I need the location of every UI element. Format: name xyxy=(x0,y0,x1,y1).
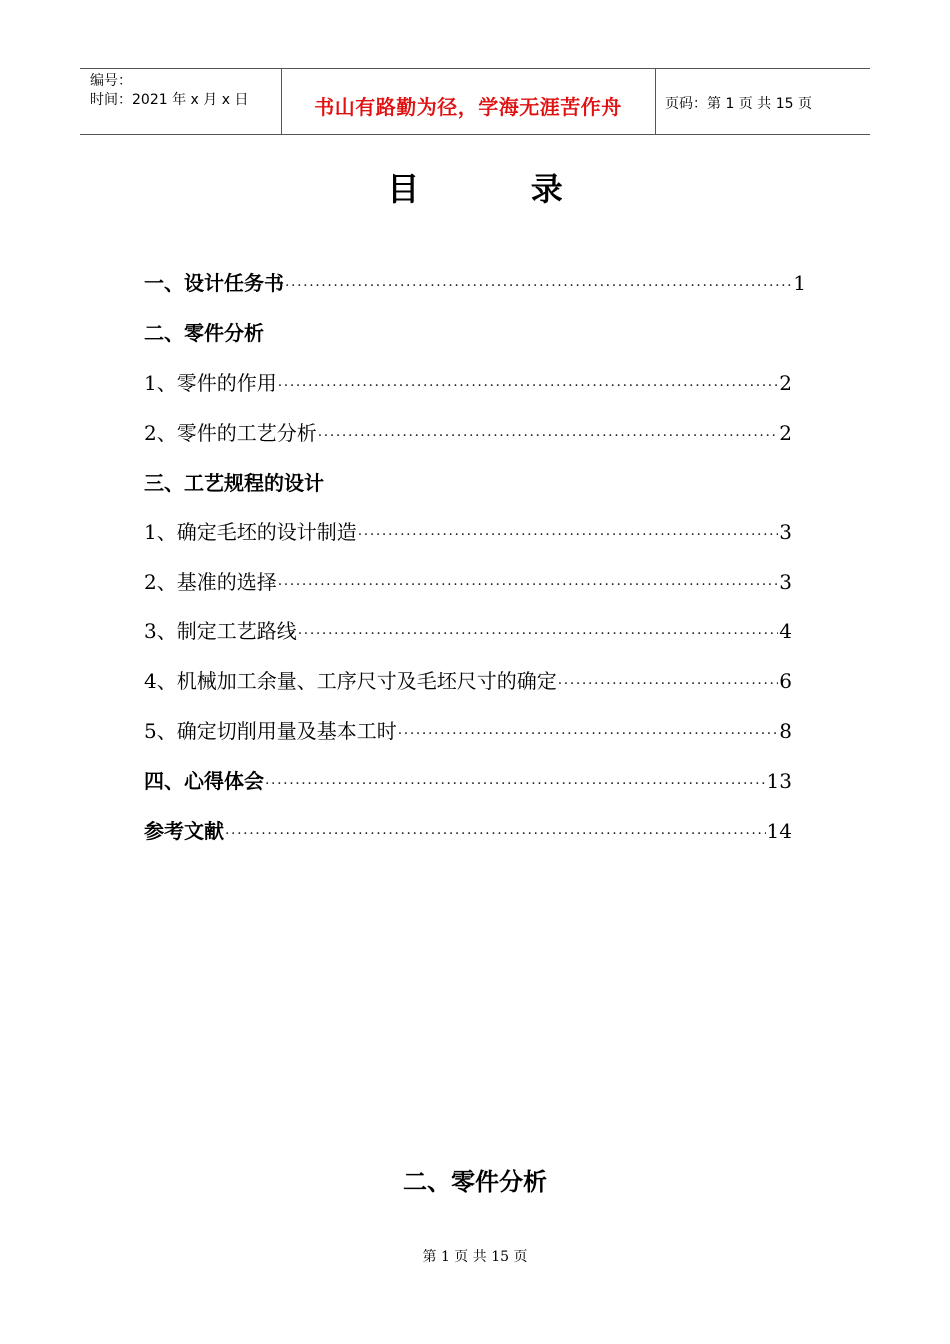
toc-entry-label: 1、确定毛坯的设计制造 xyxy=(144,520,357,544)
toc-entry-page: 3 xyxy=(779,570,792,594)
toc-entry[interactable] xyxy=(144,567,792,597)
toc-entry[interactable] xyxy=(144,816,792,846)
toc-entry-page: 13 xyxy=(766,769,792,793)
toc-entry-label: 2、零件的工艺分析 xyxy=(144,421,317,445)
dot-leader xyxy=(225,819,766,849)
number-label: 编号： xyxy=(90,73,132,89)
toc-section-heading[interactable] xyxy=(144,468,806,498)
section-heading: 二、零件分析 xyxy=(403,1168,547,1196)
dot-leader xyxy=(558,669,779,699)
toc-entry-label: 5、确定切削用量及基本工时 xyxy=(144,719,397,743)
header-meta-cell xyxy=(80,69,282,134)
toc-entry-label: 三、工艺规程的设计 xyxy=(144,471,324,495)
toc-entry-label: 一、设计任务书 xyxy=(144,271,284,295)
toc-entry[interactable] xyxy=(144,268,806,298)
toc-entry-label: 2、基准的选择 xyxy=(144,570,277,594)
toc-entry-page: 14 xyxy=(766,819,792,843)
toc-entry-label: 四、心得体会 xyxy=(144,769,264,793)
toc-entry[interactable] xyxy=(144,616,792,646)
dot-leader xyxy=(298,619,779,649)
toc-entry[interactable] xyxy=(144,766,792,796)
toc-entry-label: 参考文献 xyxy=(144,819,224,843)
toc-entry-label: 3、制定工艺路线 xyxy=(144,619,297,643)
dot-leader xyxy=(265,769,766,799)
toc-entry-label: 1、零件的作用 xyxy=(144,371,277,395)
dot-leader xyxy=(358,520,779,550)
toc-entry[interactable] xyxy=(144,666,792,696)
motto-text: 书山有路勤为径，学海无涯苦作舟 xyxy=(314,95,622,119)
header-motto-cell xyxy=(281,69,656,134)
toc-title: 目 录 xyxy=(387,170,563,208)
toc-entry[interactable] xyxy=(144,368,792,398)
toc-entry-page: 1 xyxy=(793,271,806,295)
toc-entry-page: 8 xyxy=(779,719,792,743)
dot-leader xyxy=(398,719,779,749)
page-header xyxy=(80,68,870,135)
dot-leader xyxy=(318,421,779,451)
toc-section-heading[interactable] xyxy=(144,318,806,348)
time-label: 时间：2021 年 x 月 x 日 xyxy=(90,92,249,108)
toc-entry[interactable] xyxy=(144,716,792,746)
toc-entry-page: 3 xyxy=(779,520,792,544)
page-info: 页码：第 1 页 共 15 页 xyxy=(665,96,812,112)
toc-entry[interactable] xyxy=(144,418,792,448)
toc-entry-page: 2 xyxy=(779,421,792,445)
toc-entry[interactable] xyxy=(144,517,792,547)
dot-leader xyxy=(278,570,779,600)
toc-entry-page: 6 xyxy=(779,669,792,693)
toc-entry-page: 2 xyxy=(779,371,792,395)
toc-entry-page: 4 xyxy=(779,619,792,643)
dot-leader xyxy=(285,271,792,301)
toc-entry-label: 4、机械加工余量、工序尺寸及毛坯尺寸的确定 xyxy=(144,669,557,693)
header-page-cell xyxy=(655,69,870,134)
page-footer: 第 1 页 共 15 页 xyxy=(422,1249,528,1265)
toc-entry-label: 二、零件分析 xyxy=(144,321,264,345)
dot-leader xyxy=(278,371,779,401)
